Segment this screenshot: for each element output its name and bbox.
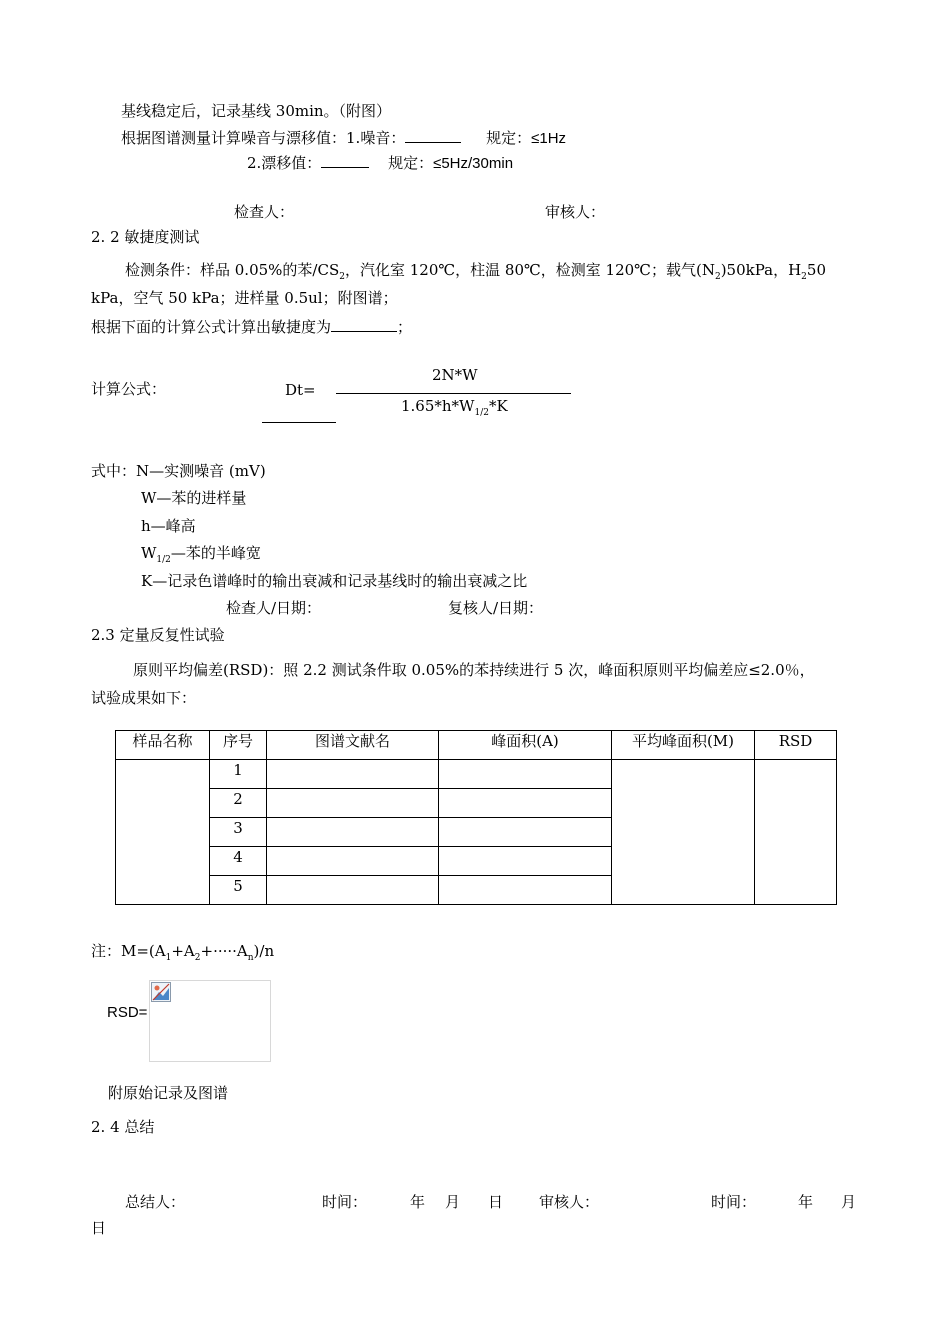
broken-image-icon xyxy=(151,982,171,1002)
rsd-cell[interactable] xyxy=(755,760,837,905)
file-name-cell[interactable] xyxy=(267,789,439,818)
def-w-half-sub: 1/2 xyxy=(156,555,171,565)
year-label-2: 年 xyxy=(798,1193,814,1211)
table-header-row xyxy=(116,731,837,760)
day-label-2: 日 xyxy=(91,1219,107,1237)
noise-line xyxy=(121,128,566,148)
denominator-part-a: 1.65*h*W xyxy=(401,397,475,415)
attach-records-note: 附原始记录及图谱 xyxy=(108,1084,229,1102)
time-label-2: 时间： xyxy=(711,1193,757,1211)
def-w-half-text: —苯的半峰宽 xyxy=(170,544,261,562)
month-label-1: 月 xyxy=(445,1193,461,1211)
day-label-1: 日 xyxy=(488,1193,504,1211)
note-part-d: )/n xyxy=(253,942,275,960)
drift-label: 2.漂移值： xyxy=(247,154,322,172)
formula-numerator: 2N*W xyxy=(432,366,478,384)
sample-name-cell[interactable] xyxy=(116,760,210,905)
denominator-sub: 1/2 xyxy=(474,408,489,418)
file-name-cell[interactable] xyxy=(267,818,439,847)
sensitivity-calc-text: 根据下面的计算公式计算出敏捷度为 xyxy=(91,318,332,336)
peak-area-cell[interactable] xyxy=(439,789,612,818)
sensitivity-calc-line xyxy=(91,317,412,336)
seq-cell: 2 xyxy=(210,789,267,818)
formula-lhs: Dt= xyxy=(285,381,316,399)
drift-rule: ≤5Hz/30min xyxy=(433,155,514,172)
baseline-record-line: 基线稳定后，记录基线 30min。（附图） xyxy=(121,102,392,120)
formula-label: 计算公式： xyxy=(91,380,167,398)
note-part-b: +A xyxy=(171,942,195,960)
cond-part-c: )50kPa，H xyxy=(720,261,802,279)
formula-denominator xyxy=(401,397,508,418)
file-name-cell[interactable] xyxy=(267,847,439,876)
def-w-half-sym: W xyxy=(141,544,157,562)
reviewer-date-label: 复核人/日期： xyxy=(448,599,544,617)
def-k: K—记录色谱峰时的输出衰减和记录基线时的输出衰减之比 xyxy=(141,572,528,590)
noise-blank xyxy=(405,128,461,143)
col-header-sample-name: 样品名称 xyxy=(116,731,210,760)
denominator-part-b: *K xyxy=(488,397,508,415)
mean-area-cell[interactable] xyxy=(612,760,755,905)
noise-label: 根据图谱测量计算噪音与漂移值：1.噪音： xyxy=(121,129,406,147)
def-n: N—实测噪音 (mV) xyxy=(136,462,266,480)
drift-line xyxy=(247,153,513,173)
rsd-formula-image xyxy=(149,980,271,1062)
note-part-a: 注：M=(A xyxy=(91,942,166,960)
reviewer-label: 审核人： xyxy=(545,203,606,221)
noise-rule-label: 规定： xyxy=(486,129,532,147)
where-label: 式中： xyxy=(91,462,137,480)
def-w: W—苯的进样量 xyxy=(141,489,247,507)
peak-area-cell[interactable] xyxy=(439,760,612,789)
seq-cell: 1 xyxy=(210,760,267,789)
rsd-paragraph-line1: 原则平均偏差(RSD)：照 2.2 测试条件取 0.05%的苯持续进行 5 次，峰面积原则平均偏差应≤2.0％， xyxy=(133,661,815,679)
section-2-3-heading: 2.3 定量反复性试验 xyxy=(91,626,225,644)
col-header-seq: 序号 xyxy=(210,731,267,760)
cond-part-b: ，汽化室 120℃，柱温 80℃，检测室 120℃；载气(N xyxy=(344,261,715,279)
def-h: h—峰高 xyxy=(141,517,196,535)
note-sub-n: n xyxy=(247,953,254,963)
drift-blank xyxy=(321,153,369,168)
peak-area-cell[interactable] xyxy=(439,847,612,876)
cond-part-a: 检测条件：样品 0.05%的苯/CS xyxy=(125,261,340,279)
col-header-rsd: RSD xyxy=(755,731,837,760)
col-header-file-name: 图谱文献名 xyxy=(267,731,439,760)
sensitivity-blank xyxy=(331,317,397,332)
seq-cell: 3 xyxy=(210,818,267,847)
col-header-mean-area: 平均峰面积(M) xyxy=(612,731,755,760)
def-n-line xyxy=(91,462,266,480)
summarizer-label: 总结人： xyxy=(125,1193,186,1211)
sensitivity-calc-end: ； xyxy=(397,318,413,336)
formula-blank-line xyxy=(262,422,336,423)
def-w-half xyxy=(141,544,261,565)
inspector-label: 检查人： xyxy=(234,203,295,221)
col-header-peak-area: 峰面积(A) xyxy=(439,731,612,760)
seq-cell: 4 xyxy=(210,847,267,876)
note-part-c: +·····A xyxy=(200,942,248,960)
month-label-2: 月 xyxy=(841,1193,857,1211)
note-sub-2: 2 xyxy=(194,953,201,963)
results-table xyxy=(115,730,837,905)
section-2-4-heading: 2. 4 总结 xyxy=(91,1118,155,1136)
note-sub-1: 1 xyxy=(165,953,172,963)
inspector-date-label: 检查人/日期： xyxy=(226,599,322,617)
test-conditions-line2: kPa，空气 50 kPa；进样量 0.5ul；附图谱； xyxy=(91,289,398,307)
table-row xyxy=(116,760,837,789)
time-label-1: 时间： xyxy=(322,1193,368,1211)
summary-reviewer-label: 审核人： xyxy=(539,1193,600,1211)
peak-area-cell[interactable] xyxy=(439,818,612,847)
seq-cell: 5 xyxy=(210,876,267,905)
peak-area-cell[interactable] xyxy=(439,876,612,905)
rsd-paragraph-line2: 试验成果如下： xyxy=(91,689,197,707)
drift-rule-label: 规定： xyxy=(388,154,434,172)
section-2-2-heading: 2. 2 敏捷度测试 xyxy=(91,228,200,246)
file-name-cell[interactable] xyxy=(267,760,439,789)
cond-part-d: 50 xyxy=(806,261,826,279)
noise-rule: ≤1Hz xyxy=(531,130,567,147)
test-conditions-line1: 检测条件：样品 0.05%的苯$/CS_2$，汽化室 120℃，柱温 80℃，检测室 120℃；载气$(N_2)50kPa$，$H_250$ xyxy=(125,261,826,282)
file-name-cell[interactable] xyxy=(267,876,439,905)
mean-formula-note xyxy=(91,942,275,963)
year-label-1: 年 xyxy=(410,1193,426,1211)
rsd-label: RSD= xyxy=(107,1004,148,1021)
fraction-bar xyxy=(336,393,571,394)
